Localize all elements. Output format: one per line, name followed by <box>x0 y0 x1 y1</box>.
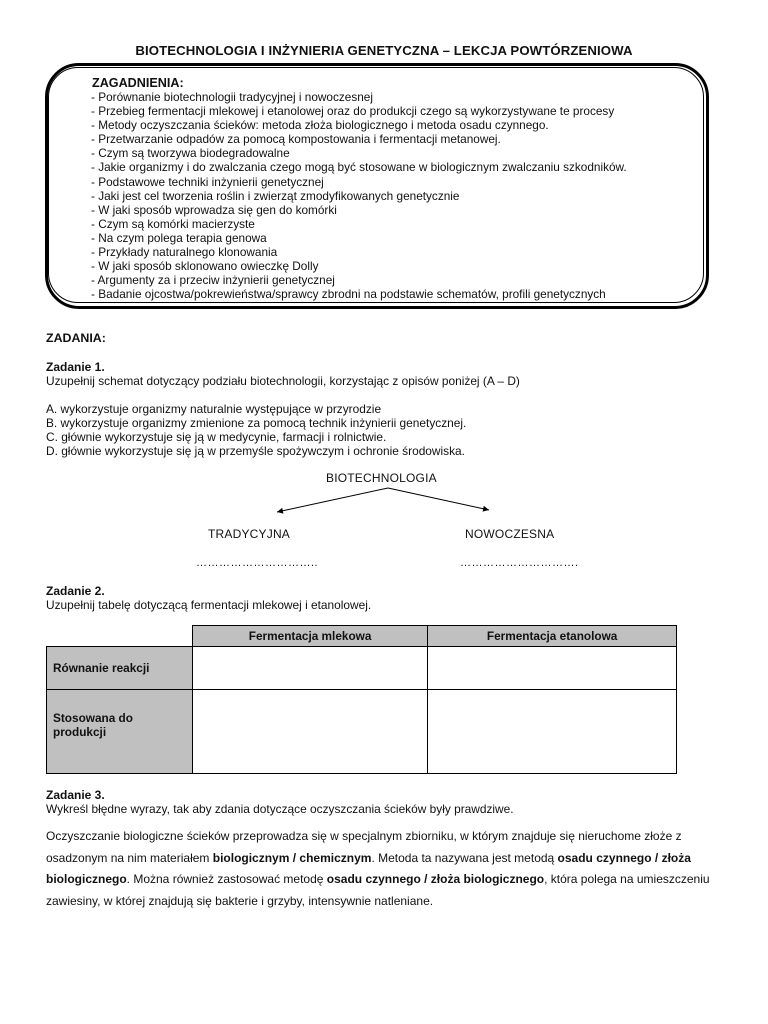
row-header-equation: Równanie reakcji <box>47 647 193 690</box>
paragraph-text: Oczyszczanie biologiczne ścieków przeprowadza się w specjalnym zbiorniku, w którym znajduje się nieruchome złoże z osadzonym na nim materiałem <box>46 829 682 865</box>
topic-item: - Podstawowe techniki inżynierii genetycznej <box>91 174 324 189</box>
topic-item: - Przetwarzanie odpadów za pomocą kompostowania i fermentacji metanowej. <box>91 132 501 147</box>
modern-answer-blank[interactable]: …………………………. <box>460 557 579 569</box>
arrow-to-traditional <box>277 488 388 512</box>
traditional-answer-blank[interactable]: ………………………….. <box>196 557 319 569</box>
task2-instruction: Uzupełnij tabelę dotyczącą fermentacji mlekowej i etanolowej. <box>46 598 372 612</box>
topic-item: - Jaki jest cel tworzenia roślin i zwierząt zmodyfikowanych genetycznie <box>91 188 460 203</box>
topic-item: - Badanie ojcostwa/pokrewieństwa/sprawcy zbrodni na podstawie schematów, profili genetycznych <box>91 287 606 302</box>
answer-cell-ethanol-production[interactable] <box>428 690 677 774</box>
task3-title: Zadanie 3. <box>46 788 105 802</box>
topic-item: - Argumenty za i przeciw inżynierii genetycznej <box>91 273 335 288</box>
choice-material[interactable]: biologicznym / chemicznym <box>212 850 372 865</box>
tasks-heading: ZADANIA: <box>46 331 106 345</box>
task3-paragraph <box>46 826 726 912</box>
option-a: A. wykorzystuje organizmy naturalnie występujące w przyrodzie <box>46 402 382 416</box>
topic-item: - Na czym polega terapia genowa <box>91 230 267 245</box>
option-d: D. głównie wykorzystuje się ją w przemyśle spożywczym i ochronie środowiska. <box>46 444 465 459</box>
page-title: BIOTECHNOLOGIA I INŻYNIERIA GENETYCZNA – LEKCJA POWTÓRZENIOWA <box>135 43 633 58</box>
topic-item: - Przykłady naturalnego klonowania <box>91 245 278 260</box>
table-corner-cell <box>47 626 193 647</box>
paragraph-text: . Metoda ta nazywana jest metodą <box>371 850 558 865</box>
row-header-production: Stosowana do produkcji <box>47 690 193 774</box>
topic-item: - Przebieg fermentacji mlekowej i etanolowej oraz do produkcji czego są wykorzystywane te procesy <box>91 104 615 119</box>
answer-cell-lactic-equation[interactable] <box>193 647 428 690</box>
task1-instruction: Uzupełnij schemat dotyczący podziału biotechnologii, korzystając z opisów poniżej (A – D) <box>46 374 520 388</box>
paragraph-text: . Można również zastosować metodę <box>126 872 327 886</box>
topics-heading: ZAGADNIENIA: <box>92 76 184 90</box>
answer-cell-lactic-production[interactable] <box>193 690 428 774</box>
topic-item: - Czym są tworzywa biodegradowalne <box>91 146 290 161</box>
choice-method-2[interactable]: osadu czynnego / złoża biologicznego <box>326 872 545 886</box>
task2-title: Zadanie 2. <box>46 584 105 598</box>
topic-item: - W jaki sposób wprowadza się gen do komórki <box>91 202 337 217</box>
paragraph-text: , która polega na umieszczeniu zawiesiny, w której znajdują się bakterie i grzyby, intensywnie natleniane. <box>46 872 710 908</box>
task1-title: Zadanie 1. <box>46 360 105 374</box>
fermentation-table <box>46 625 677 774</box>
topic-item: - Czym są komórki macierzyste <box>91 216 255 231</box>
task3-instruction: Wykreśl błędne wyrazy, tak aby zdania dotyczące oczyszczania ścieków były prawdziwe. <box>46 802 514 816</box>
topic-item: - W jaki sposób sklonowano owieczkę Dolly <box>91 259 319 274</box>
choice-method-1[interactable]: osadu czynnego / złoża biologicznego <box>46 850 691 886</box>
answer-cell-ethanol-equation[interactable] <box>428 647 677 690</box>
topic-item: - Jakie organizmy i do zwalczania czego mogą być stosowane w biologicznym zwalczaniu szkodników. <box>91 160 627 175</box>
column-header-lactic: Fermentacja mlekowa <box>193 626 428 647</box>
diagram-left-label: TRADYCYJNA <box>208 527 291 541</box>
option-c: C. głównie wykorzystuje się ją w medycynie, farmacji i rolnictwie. <box>46 430 387 445</box>
column-header-ethanol: Fermentacja etanolowa <box>428 626 677 647</box>
topic-item: - Porównanie biotechnologii tradycyjnej i nowoczesnej <box>91 90 373 104</box>
topic-item: - Metody oczyszczania ścieków: metoda złoża biologicznego i metoda osadu czynnego. <box>91 118 549 133</box>
diagram-root-label: BIOTECHNOLOGIA <box>326 471 437 485</box>
diagram-right-label: NOWOCZESNA <box>465 527 555 541</box>
option-b: B. wykorzystuje organizmy zmienione za pomocą technik inżynierii genetycznej. <box>46 416 467 431</box>
arrow-to-modern <box>388 488 489 510</box>
